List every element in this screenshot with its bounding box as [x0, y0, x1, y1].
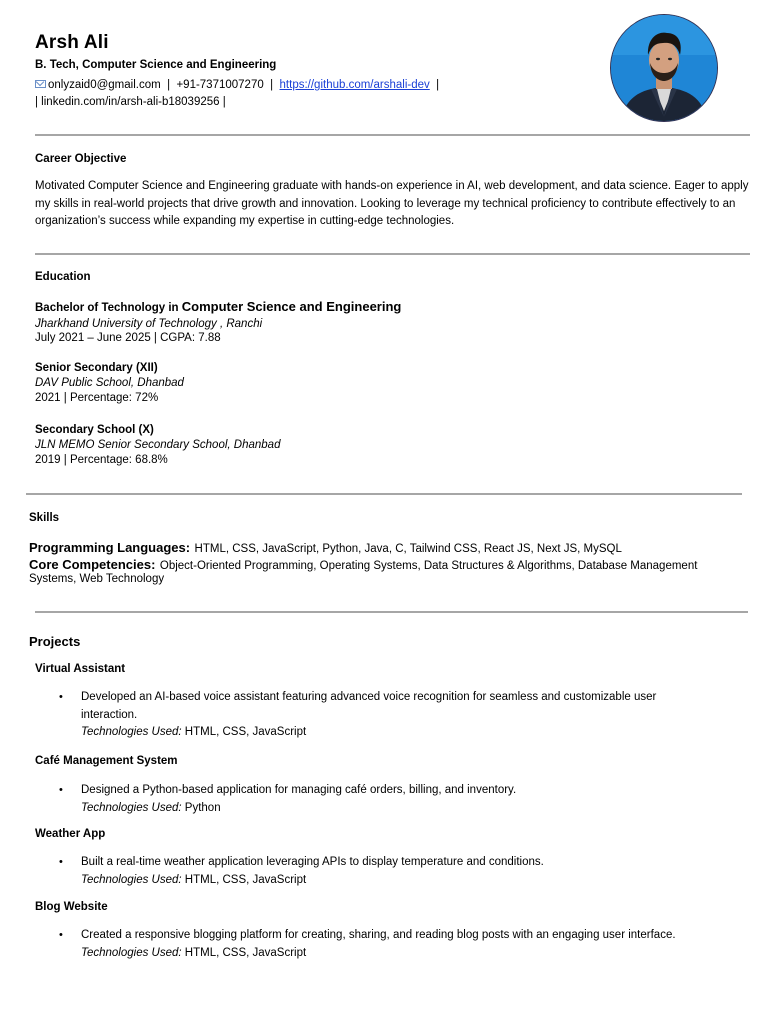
section-divider	[35, 253, 750, 255]
edu-school: DAV Public School, Dhanbad	[35, 377, 184, 389]
project-title: Virtual Assistant	[35, 663, 126, 675]
education-item	[35, 362, 184, 404]
tech-value: Python	[181, 801, 221, 814]
degree-line: B. Tech, Computer Science and Engineering	[35, 59, 277, 71]
project-desc: Built a real-time weather application leveraging APIs to display temperature and conditions.	[81, 856, 544, 868]
section-divider	[35, 134, 750, 136]
career-text	[35, 178, 755, 231]
edu-title: Bachelor of Technology in	[35, 302, 182, 314]
profile-photo-image	[611, 15, 717, 121]
edu-school: Jharkhand University of Technology , Ranchi	[35, 318, 263, 330]
education-item	[35, 298, 401, 344]
project-title: Café Management System	[35, 755, 178, 767]
tech-value: HTML, CSS, JavaScript	[181, 726, 307, 738]
project-desc: Created a responsive blogging platform for creating, sharing, and reading blog posts with an engaging user interface.	[81, 929, 676, 941]
edu-school: JLN MEMO Senior Secondary School, Dhanbad	[35, 439, 281, 451]
edu-detail: 2019 | Percentage: 68.8%	[35, 454, 168, 466]
email-icon	[35, 80, 46, 88]
project-bullet	[81, 927, 751, 962]
career-line: Motivated Computer Science and Engineering graduate with hands-on experience in AI, web development, and data science. Eager to apply	[35, 180, 749, 192]
section-divider	[35, 611, 748, 613]
education-heading: Education	[35, 271, 91, 283]
section-divider	[26, 493, 742, 495]
edu-detail: 2021 | Percentage: 72%	[35, 392, 159, 404]
project-desc: Developed an AI-based voice assistant featuring advanced voice recognition for seamless and customizable user	[81, 691, 657, 703]
contact-line	[35, 79, 439, 91]
project-title: Blog Website	[35, 901, 108, 913]
skills-core-cont: Systems, Web Technology	[29, 573, 165, 585]
tech-label: Technologies Used:	[81, 801, 182, 814]
edu-title-field: Computer Science and Engineering	[181, 299, 402, 314]
separator: |	[436, 79, 440, 91]
tech-label: Technologies Used:	[81, 726, 182, 738]
career-heading: Career Objective	[35, 153, 127, 165]
career-line: organization’s success while expanding my expertise in cutting-edge technologies.	[35, 215, 455, 227]
bullet-marker: •	[59, 856, 63, 868]
project-bullet	[81, 782, 741, 817]
education-item	[35, 424, 280, 466]
separator: |	[270, 79, 274, 91]
github-link[interactable]: https://github.com/arshali-dev	[279, 79, 430, 91]
skill-value: HTML, CSS, JavaScript, Python, Java, C, Tailwind CSS, React JS, Next JS, MySQL	[194, 543, 622, 555]
skill-label: Programming Languages:	[29, 540, 191, 555]
tech-label: Technologies Used:	[81, 946, 182, 959]
tech-value: HTML, CSS, JavaScript	[181, 873, 307, 886]
skill-value: Object-Oriented Programming, Operating Systems, Data Structures & Algorithms, Database Management	[159, 560, 698, 572]
career-line: my skills in real-world projects that drive growth and innovation. Looking to leverage my technical proficiency to contribute effectively to an	[35, 197, 736, 210]
skills-programming	[29, 539, 622, 557]
phone-text: +91-7371007270	[176, 79, 264, 91]
edu-title: Senior Secondary (XII)	[35, 362, 158, 374]
project-desc: interaction.	[81, 708, 138, 721]
project-title: Weather App	[35, 828, 106, 840]
project-bullet	[81, 689, 741, 742]
candidate-name: Arsh Ali	[35, 32, 109, 53]
skills-heading: Skills	[29, 512, 60, 524]
bullet-marker: •	[59, 691, 63, 703]
skill-label: Core Competencies:	[29, 557, 156, 572]
skills-core	[29, 556, 697, 574]
linkedin-line: | linkedin.com/in/arsh-ali-b18039256 |	[35, 96, 226, 108]
edu-detail: July 2021 – June 2025 | CGPA: 7.88	[35, 332, 221, 344]
bullet-marker: •	[59, 929, 63, 941]
separator: |	[167, 79, 171, 91]
tech-label: Technologies Used:	[81, 873, 182, 886]
bullet-marker: •	[59, 784, 63, 796]
projects-heading: Projects	[29, 634, 81, 649]
tech-value: HTML, CSS, JavaScript	[181, 946, 307, 959]
edu-title: Secondary School (X)	[35, 424, 154, 436]
profile-photo	[610, 14, 718, 122]
project-bullet	[81, 854, 741, 889]
project-desc: Designed a Python-based application for managing café orders, billing, and inventory.	[81, 784, 517, 796]
email-text[interactable]: onlyzaid0@gmail.com	[48, 79, 161, 91]
